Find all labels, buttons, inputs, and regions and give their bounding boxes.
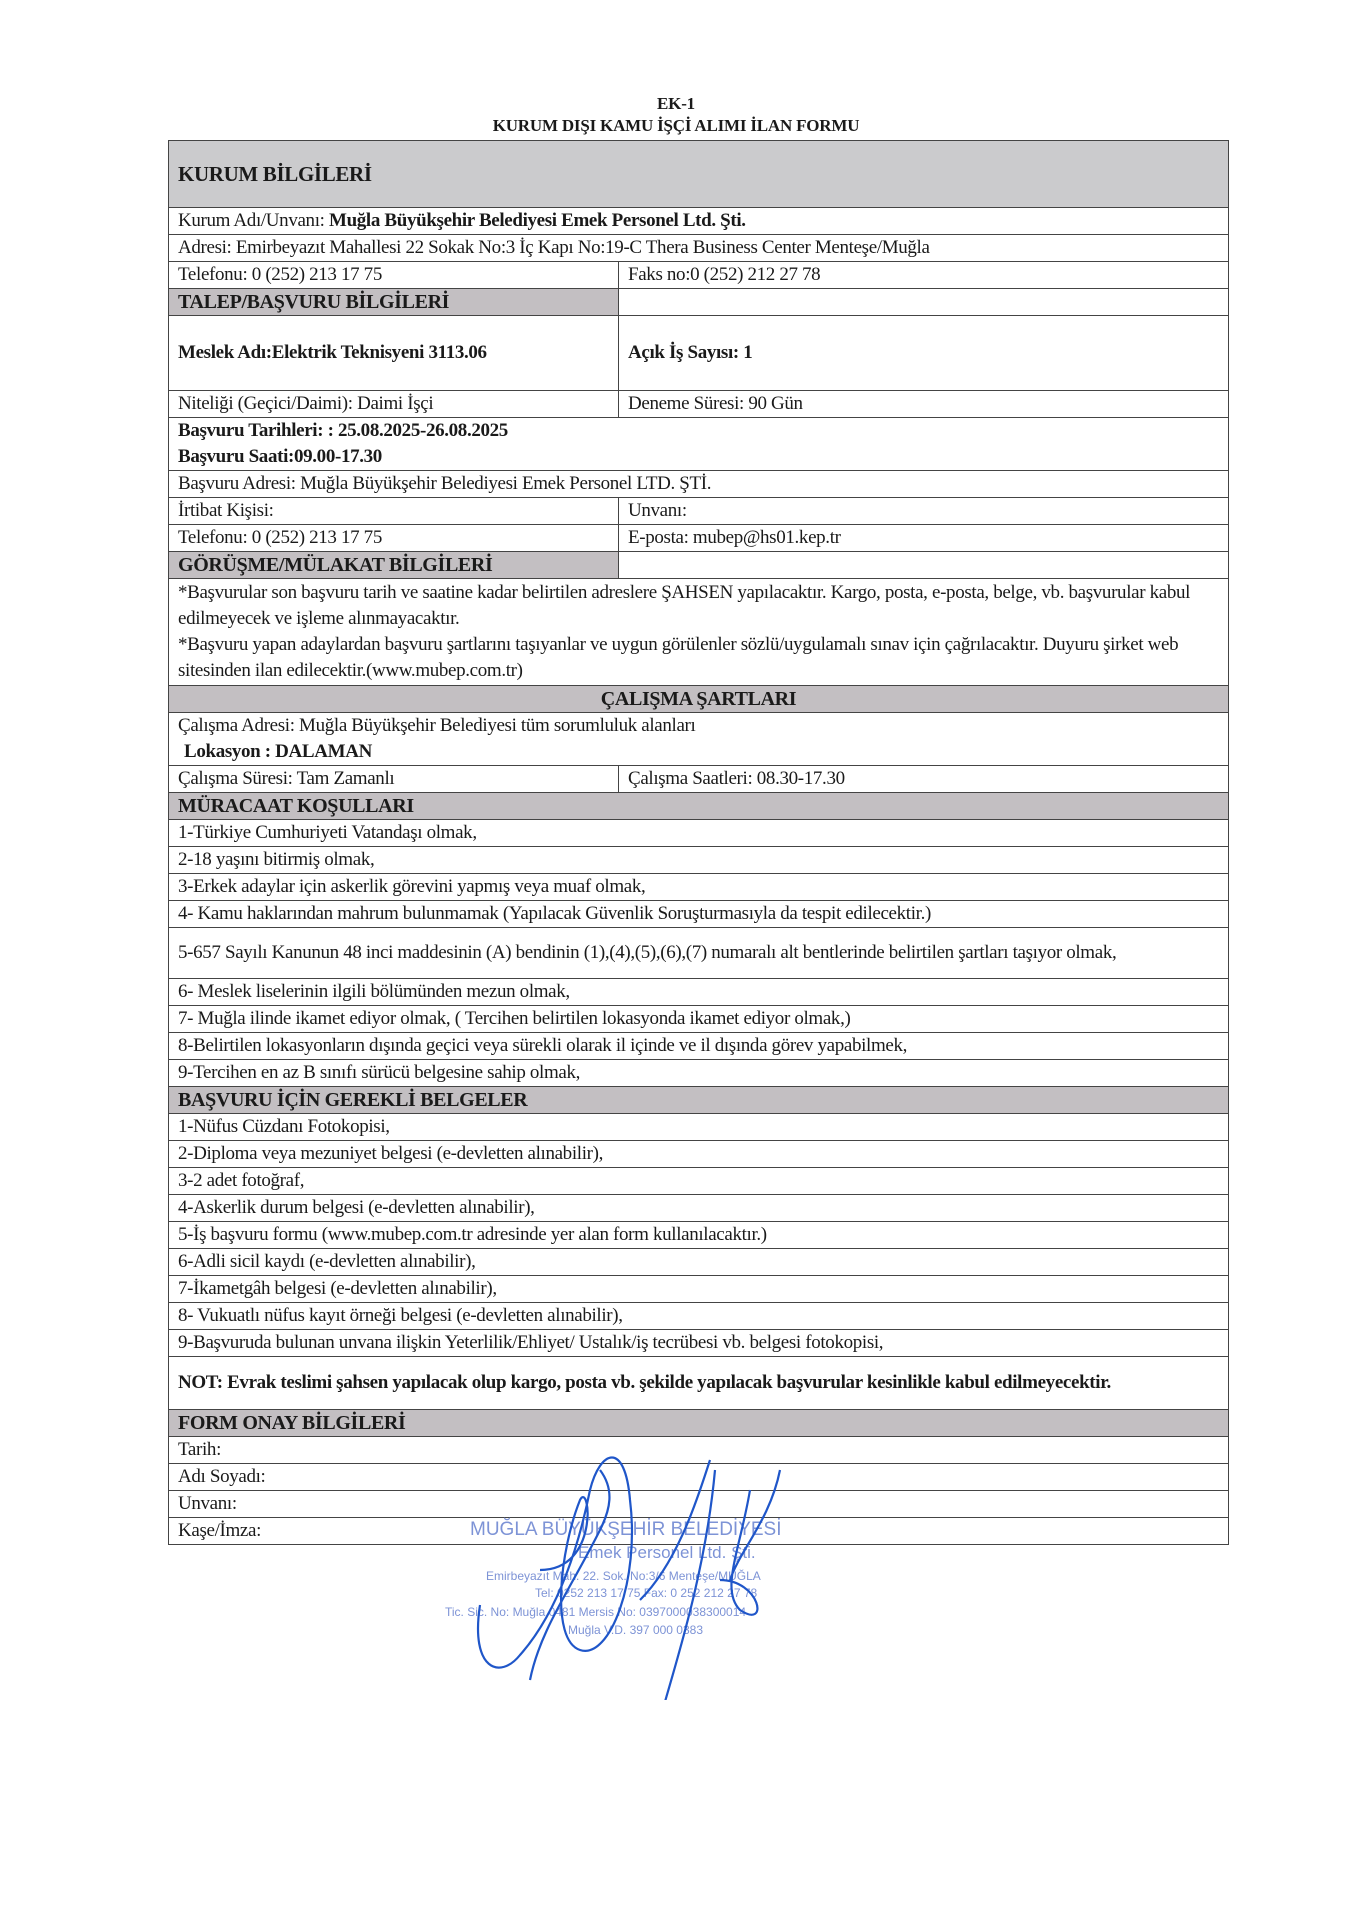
- institution-name-value: Muğla Büyükşehir Belediyesi Emek Personel Ltd. Şti.: [328, 210, 746, 231]
- open-positions: Açık İş Sayısı: 1: [619, 316, 1229, 391]
- trial-period: Deneme Süresi: 90 Gün: [619, 391, 1229, 418]
- interview-note-1: *Başvurular son başvuru tarih ve saatine kadar belirtilen adreslere ŞAHSEN yapılacaktır. Kargo, posta, e-posta, belge, vb. başvurular kabul edilmeyecek ve işleme alınmayacaktır.: [178, 582, 1191, 629]
- requirement-item: 2-18 yaşını bitirmiş olmak,: [169, 847, 1229, 874]
- institution-address: Adresi: Emirbeyazıt Mahallesi 22 Sokak No:3 İç Kapı No:19-C Thera Business Center Menteşe/Muğla: [169, 235, 1229, 262]
- requirement-item: 6- Meslek liselerinin ilgili bölümünden mezun olmak,: [169, 979, 1229, 1006]
- section-gorusme: GÖRÜŞME/MÜLAKAT BİLGİLERİ: [169, 552, 619, 579]
- institution-fax: Faks no:0 (252) 212 27 78: [619, 262, 1229, 289]
- contact-title: Unvanı:: [619, 498, 1229, 525]
- approval-row: Tarih:: [169, 1437, 1229, 1464]
- empty-cell: [619, 289, 1229, 316]
- stamp-and-signature: [440, 1430, 900, 1700]
- section-kurum: KURUM BİLGİLERİ: [169, 141, 1229, 208]
- required-document-item: 6-Adli sicil kaydı (e-devletten alınabilir),: [169, 1249, 1229, 1276]
- documents-note: NOT: Evrak teslimi şahsen yapılacak olup kargo, posta vb. şekilde yapılacak başvurular kesinlikle kabul edilmeyecektir.: [169, 1357, 1229, 1410]
- contact-phone: Telefonu: 0 (252) 213 17 75: [169, 525, 619, 552]
- required-document-item: 3-2 adet fotoğraf,: [169, 1168, 1229, 1195]
- form-title: KURUM DIŞI KAMU İŞÇİ ALIMI İLAN FORMU: [492, 116, 860, 135]
- required-document-item: 8- Vukuatlı nüfus kayıt örneği belgesi (e-devletten alınabilir),: [169, 1303, 1229, 1330]
- work-hours: Çalışma Saatleri: 08.30-17.30: [619, 766, 1229, 793]
- work-duration: Çalışma Süresi: Tam Zamanlı: [169, 766, 619, 793]
- requirement-item: 1-Türkiye Cumhuriyeti Vatandaşı olmak,: [169, 820, 1229, 847]
- requirement-item: 3-Erkek adaylar için askerlik görevini yapmış veya muaf olmak,: [169, 874, 1229, 901]
- section-calisma: ÇALIŞMA ŞARTLARI: [169, 686, 1229, 713]
- application-dates-value: Başvuru Tarihleri: : 25.08.2025-26.08.2025: [178, 420, 508, 441]
- job-nature: Niteliği (Geçici/Daimi): Daimi İşçi: [169, 391, 619, 418]
- interview-note-2: *Başvuru yapan adaylardan başvuru şartlarını taşıyanlar ve uygun görülenler sözlü/uygulamalı sınav için çağrılacaktır. Duyuru şirket web sitesinden ilan edilecektir.(www.mubep.com.tr): [178, 634, 1179, 681]
- requirement-item: 5-657 Sayılı Kanunun 48 inci maddesinin (A) bendinin (1),(4),(5),(6),(7) numaralı alt bentlerinde belirtilen şartları taşıyor olmak,: [169, 928, 1229, 979]
- work-address: [169, 713, 1229, 766]
- section-talep: TALEP/BAŞVURU BİLGİLERİ: [169, 289, 619, 316]
- stamp-line: Emirbeyazıt Mah. 22. Sok. No:3/6 Menteşe/MUĞLA: [486, 1569, 761, 1583]
- application-address: Başvuru Adresi: Muğla Büyükşehir Belediyesi Emek Personel LTD. ŞTİ.: [169, 471, 1229, 498]
- required-document-item: 4-Askerlik durum belgesi (e-devletten alınabilir),: [169, 1195, 1229, 1222]
- application-dates: [169, 418, 1229, 471]
- application-hours: Başvuru Saati:09.00-17.30: [178, 446, 382, 467]
- section-muracaat: MÜRACAAT KOŞULLARI: [169, 793, 1229, 820]
- institution-name-label: Kurum Adı/Unvanı:: [178, 210, 329, 231]
- stamp-line: Emek Personel Ltd. Şti.: [578, 1543, 756, 1562]
- contact-email: E-posta: mubep@hs01.kep.tr: [619, 525, 1229, 552]
- required-document-item: 2-Diploma veya mezuniyet belgesi (e-devletten alınabilir),: [169, 1141, 1229, 1168]
- approval-row: Unvanı:: [169, 1491, 1229, 1518]
- empty-cell: [619, 552, 1229, 579]
- work-address-value: Çalışma Adresi: Muğla Büyükşehir Belediyesi tüm sorumluluk alanları: [178, 715, 696, 736]
- approval-row: Kaşe/İmza:: [169, 1518, 1229, 1545]
- required-document-item: 1-Nüfus Cüzdanı Fotokopisi,: [169, 1114, 1229, 1141]
- stamp-line: Tic. Sic. No: Muğla 0481 Mersis No: 0397000038300014: [445, 1605, 747, 1619]
- job-posting-form: [168, 140, 1229, 1545]
- stamp-line: Muğla V.D. 397 000 0383: [568, 1623, 703, 1637]
- requirement-item: 4- Kamu haklarından mahrum bulunmamak (Yapılacak Güvenlik Soruşturmasıyla da tespit edilecektir.): [169, 901, 1229, 928]
- work-location: Lokasyon : DALAMAN: [184, 741, 372, 762]
- profession: Meslek Adı:Elektrik Teknisyeni 3113.06: [169, 316, 619, 391]
- stamp-line: Tel: 0252 213 17 75 Fax: 0 252 212 27 78: [535, 1586, 758, 1600]
- required-document-item: 7-İkametgâh belgesi (e-devletten alınabilir),: [169, 1276, 1229, 1303]
- section-belgeler: BAŞVURU İÇİN GEREKLİ BELGELER: [169, 1087, 1229, 1114]
- institution-phone: Telefonu: 0 (252) 213 17 75: [169, 262, 619, 289]
- interview-notes: [169, 579, 1229, 686]
- required-document-item: 9-Başvuruda bulunan unvana ilişkin Yeterlilik/Ehliyet/ Ustalık/iş tecrübesi vb. belgesi fotokopisi,: [169, 1330, 1229, 1357]
- approval-row: Adı Soyadı:: [169, 1464, 1229, 1491]
- required-document-item: 5-İş başvuru formu (www.mubep.com.tr adresinde yer alan form kullanılacaktır.): [169, 1222, 1229, 1249]
- section-onay: FORM ONAY BİLGİLERİ: [169, 1410, 1229, 1437]
- institution-name: [169, 208, 1229, 235]
- contact-person: İrtibat Kişisi:: [169, 498, 619, 525]
- stamp-line: MUĞLA BÜYÜKŞEHİR BELEDİYESİ: [470, 1519, 782, 1540]
- requirement-item: 7- Muğla ilinde ikamet ediyor olmak, ( Tercihen belirtilen lokasyonda ikamet ediyor olmak,): [169, 1006, 1229, 1033]
- annex-label: EK-1: [657, 94, 695, 113]
- requirement-item: 8-Belirtilen lokasyonların dışında geçici veya sürekli olarak il içinde ve il dışında görev yapabilmek,: [169, 1033, 1229, 1060]
- requirement-item: 9-Tercihen en az B sınıfı sürücü belgesine sahip olmak,: [169, 1060, 1229, 1087]
